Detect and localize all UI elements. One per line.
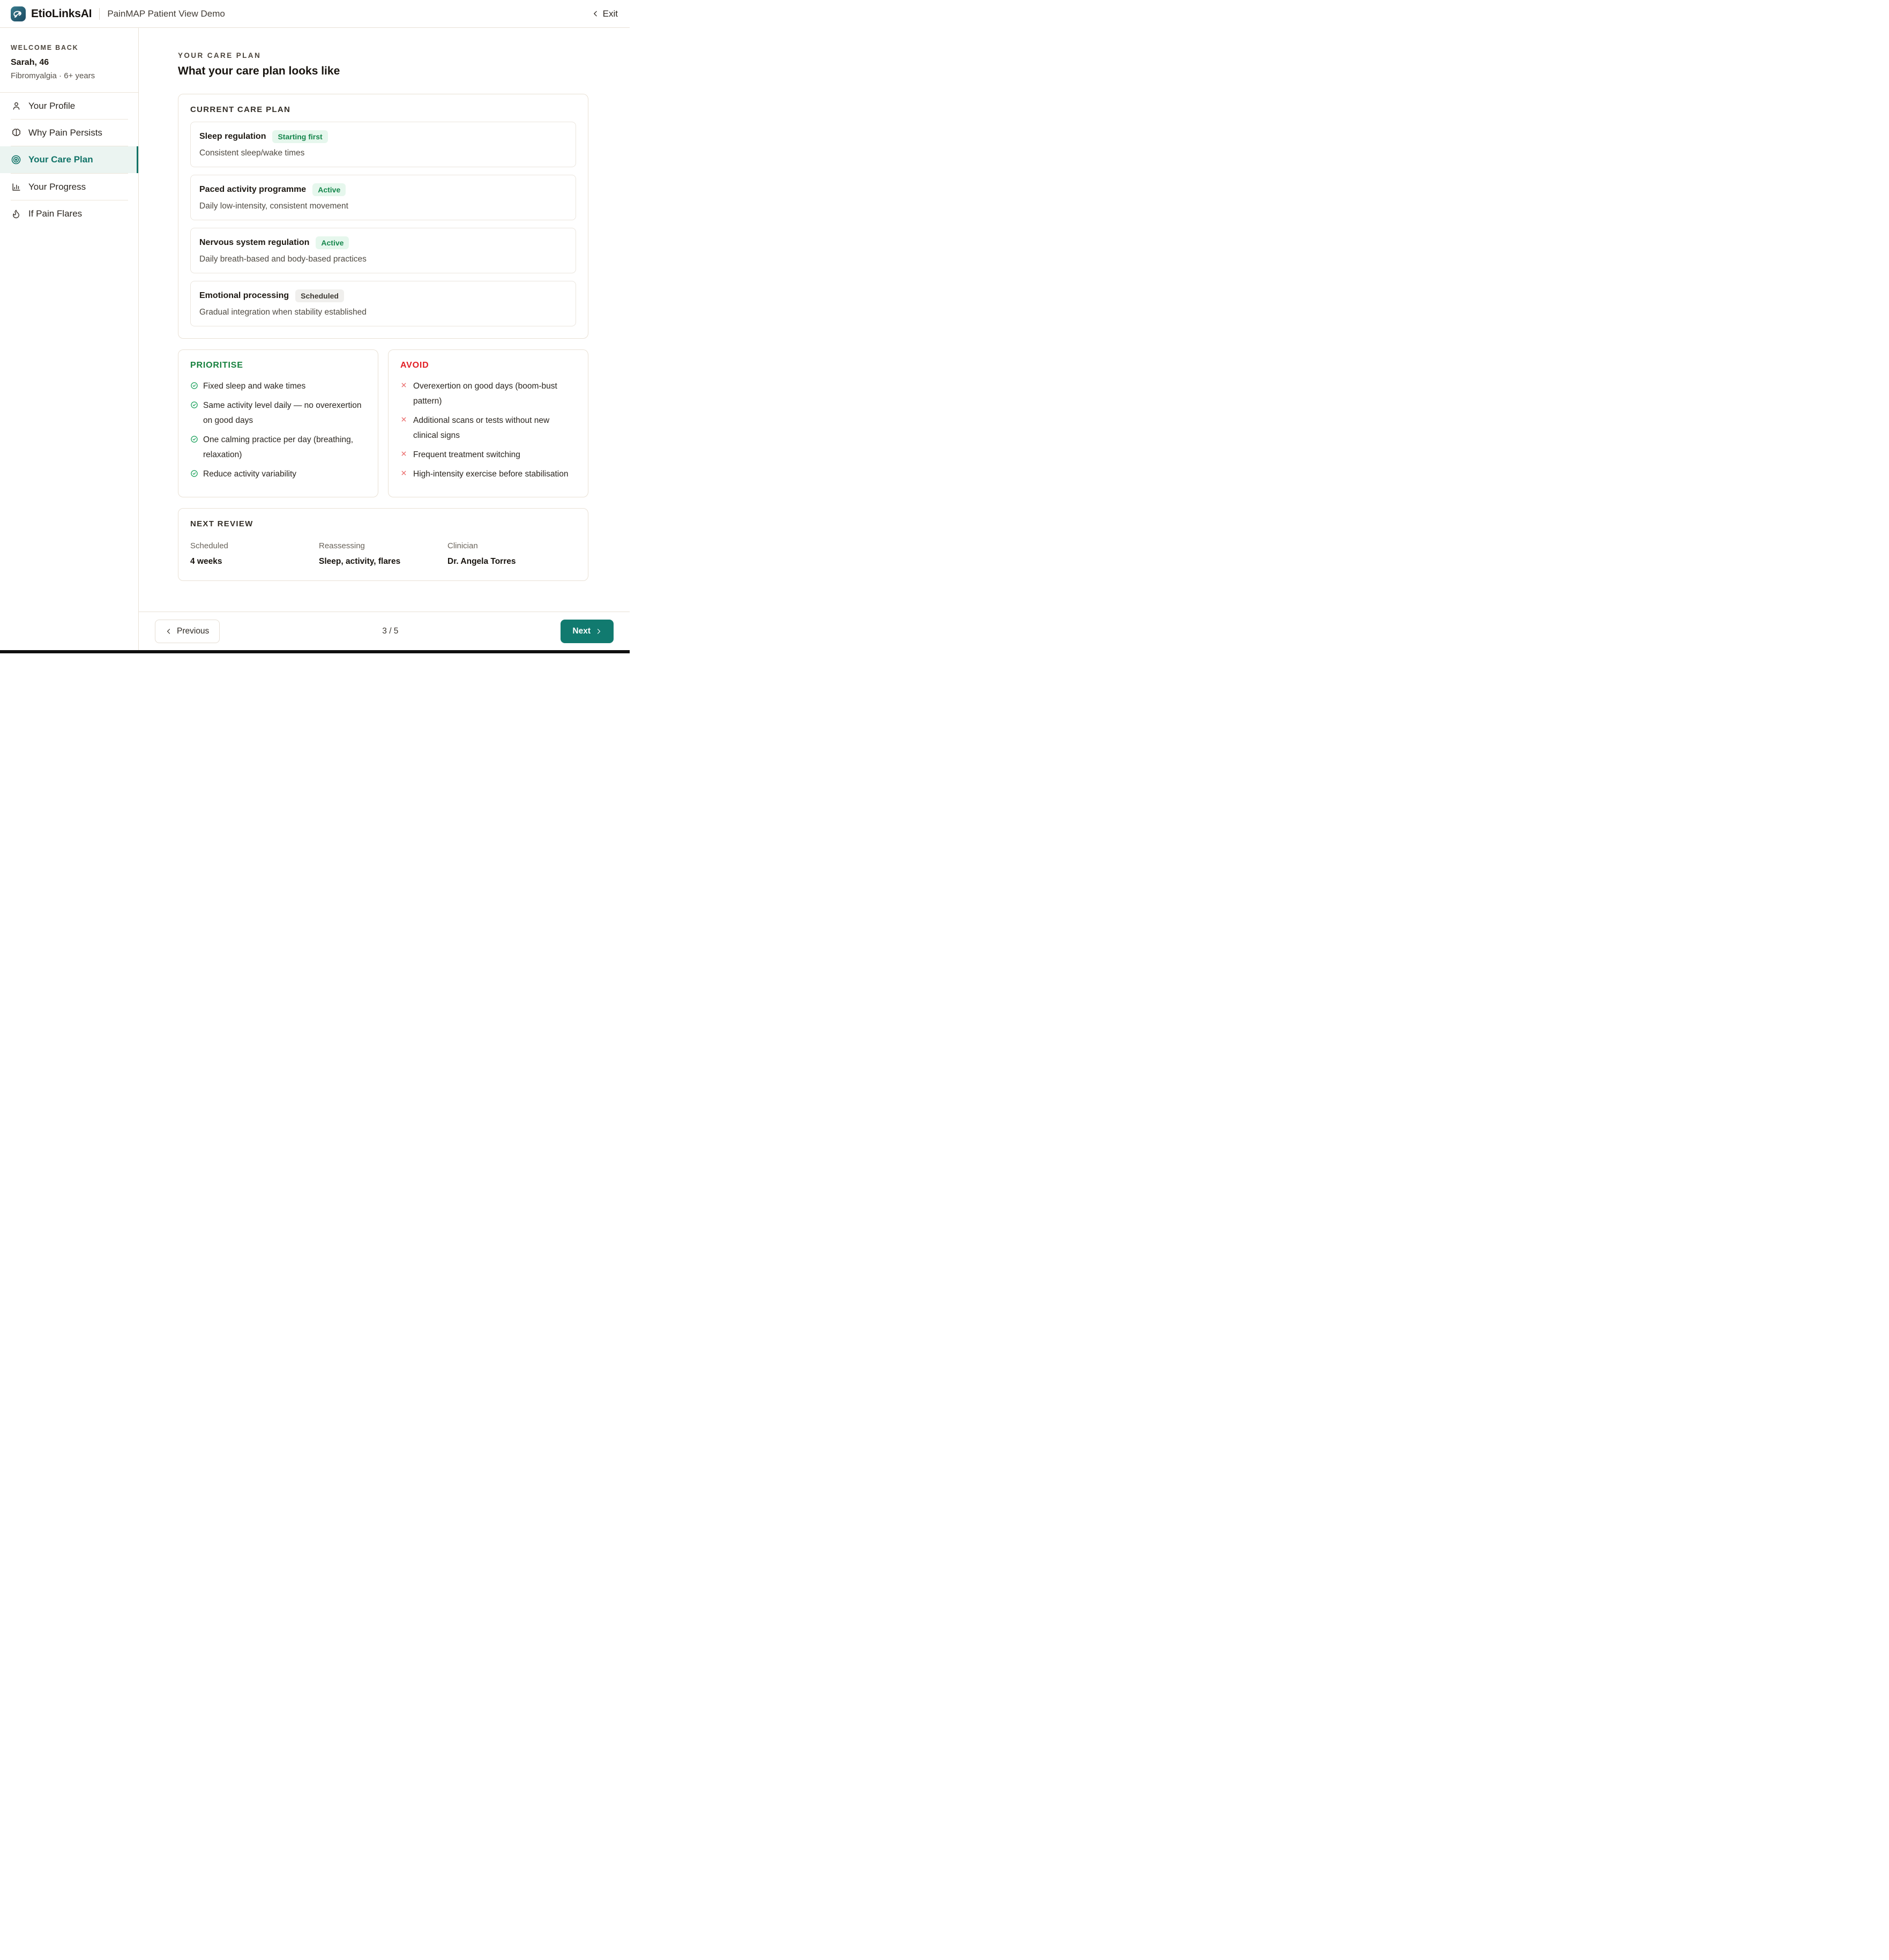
next-review-value: Sleep, activity, flares xyxy=(319,557,401,566)
plan-item-description: Consistent sleep/wake times xyxy=(199,148,305,158)
main-area xyxy=(139,28,630,650)
sidebar-item-label: Your Care Plan xyxy=(28,154,93,165)
prioritise-item: Reduce activity variability xyxy=(190,467,366,482)
next-review-card xyxy=(178,508,588,581)
sidebar-item-label: Your Profile xyxy=(28,100,76,111)
bar-chart-icon xyxy=(11,182,21,192)
window-bottom-edge xyxy=(0,650,630,653)
plan-item-paced-activity xyxy=(190,175,576,220)
avoid-item: High-intensity exercise before stabilisation xyxy=(400,467,576,482)
patient-name: Sarah, 46 xyxy=(11,58,49,67)
next-review-reassessing xyxy=(319,541,447,567)
check-circle-icon xyxy=(190,398,203,428)
sidebar-item-if-pain-flares[interactable] xyxy=(0,200,138,227)
next-review-label: Scheduled xyxy=(190,541,228,550)
sidebar-nav xyxy=(0,93,138,227)
chevron-left-icon xyxy=(592,10,599,17)
next-review-title: NEXT REVIEW xyxy=(190,519,253,528)
plan-item-description: Daily breath-based and body-based practices xyxy=(199,255,367,264)
patient-condition: Fibromyalgia · 6+ years xyxy=(11,71,95,80)
avoid-title: AVOID xyxy=(400,361,429,370)
page-indicator: 3 / 5 xyxy=(382,626,399,636)
care-plan-page xyxy=(139,28,630,612)
current-care-plan-title: CURRENT CARE PLAN xyxy=(190,105,291,114)
next-review-value: Dr. Angela Torres xyxy=(447,557,516,566)
plan-item-nervous-system xyxy=(190,228,576,273)
prioritise-item: One calming practice per day (breathing, relaxation) xyxy=(190,433,366,463)
next-review-label: Clinician xyxy=(447,541,478,550)
next-review-value: 4 weeks xyxy=(190,557,222,566)
status-badge: Starting first xyxy=(272,130,327,143)
exit-button[interactable] xyxy=(592,9,618,19)
prioritise-title: PRIORITISE xyxy=(190,361,243,370)
avoid-list xyxy=(400,379,576,482)
pager-footer xyxy=(139,612,630,650)
avoid-item: Additional scans or tests without new clinical signs xyxy=(400,413,576,443)
next-review-label: Reassessing xyxy=(319,541,365,550)
plan-item-emotional-processing xyxy=(190,281,576,326)
next-button[interactable] xyxy=(561,620,614,643)
plan-item-name: Paced activity programme xyxy=(199,185,307,194)
brain-speech-bubble-icon xyxy=(12,8,24,20)
x-icon xyxy=(400,467,413,482)
sidebar-item-your-care-plan[interactable] xyxy=(0,146,138,173)
previous-button[interactable] xyxy=(155,620,220,643)
brand-logo xyxy=(11,6,26,21)
sidebar-item-label: If Pain Flares xyxy=(28,208,83,219)
sidebar-item-why-pain-persists[interactable] xyxy=(0,120,138,146)
target-icon xyxy=(11,154,21,165)
welcome-label: WELCOME BACK xyxy=(11,44,79,51)
sidebar-item-label: Your Progress xyxy=(28,181,86,192)
app-subtitle: PainMAP Patient View Demo xyxy=(107,8,225,19)
next-label: Next xyxy=(572,626,591,636)
prioritise-item: Fixed sleep and wake times xyxy=(190,379,366,394)
flame-icon xyxy=(11,208,21,219)
status-badge: Active xyxy=(316,236,349,249)
avoid-card xyxy=(388,349,588,497)
prioritise-list xyxy=(190,379,366,482)
check-circle-icon xyxy=(190,467,203,482)
status-badge: Scheduled xyxy=(295,289,344,302)
top-bar xyxy=(0,0,630,28)
chevron-left-icon xyxy=(166,628,172,635)
plan-item-description: Gradual integration when stability established xyxy=(199,308,367,317)
app-window xyxy=(0,0,630,650)
x-icon xyxy=(400,448,413,463)
sidebar-item-label: Why Pain Persists xyxy=(28,127,102,138)
plan-item-description: Daily low-intensity, consistent movement xyxy=(199,202,348,211)
next-review-scheduled xyxy=(190,541,319,567)
sidebar-item-your-profile[interactable] xyxy=(0,93,138,119)
brand-name: EtioLinksAI xyxy=(31,7,92,20)
brain-icon xyxy=(11,128,21,138)
chevron-right-icon xyxy=(595,628,602,635)
sidebar xyxy=(0,28,139,650)
plan-item-name: Nervous system regulation xyxy=(199,238,310,247)
prioritise-item: Same activity level daily — no overexertion on good days xyxy=(190,398,366,428)
page-title: What your care plan looks like xyxy=(178,65,340,77)
patient-summary xyxy=(0,28,138,93)
next-review-clinician xyxy=(447,541,576,567)
status-badge: Active xyxy=(312,183,346,196)
user-icon xyxy=(11,101,21,111)
plan-item-name: Sleep regulation xyxy=(199,132,266,141)
header-divider xyxy=(99,8,100,20)
avoid-item: Overexertion on good days (boom-bust pattern) xyxy=(400,379,576,409)
previous-label: Previous xyxy=(177,626,210,636)
avoid-item: Frequent treatment switching xyxy=(400,448,576,463)
plan-item-name: Emotional processing xyxy=(199,291,289,300)
exit-label: Exit xyxy=(602,8,618,19)
page-eyebrow: YOUR CARE PLAN xyxy=(178,51,262,59)
x-icon xyxy=(400,413,413,443)
current-care-plan-card xyxy=(178,94,588,339)
plan-item-sleep-regulation xyxy=(190,122,576,167)
x-icon xyxy=(400,379,413,409)
check-circle-icon xyxy=(190,433,203,463)
check-circle-icon xyxy=(190,379,203,394)
sidebar-item-your-progress[interactable] xyxy=(0,174,138,200)
prioritise-card xyxy=(178,349,378,497)
